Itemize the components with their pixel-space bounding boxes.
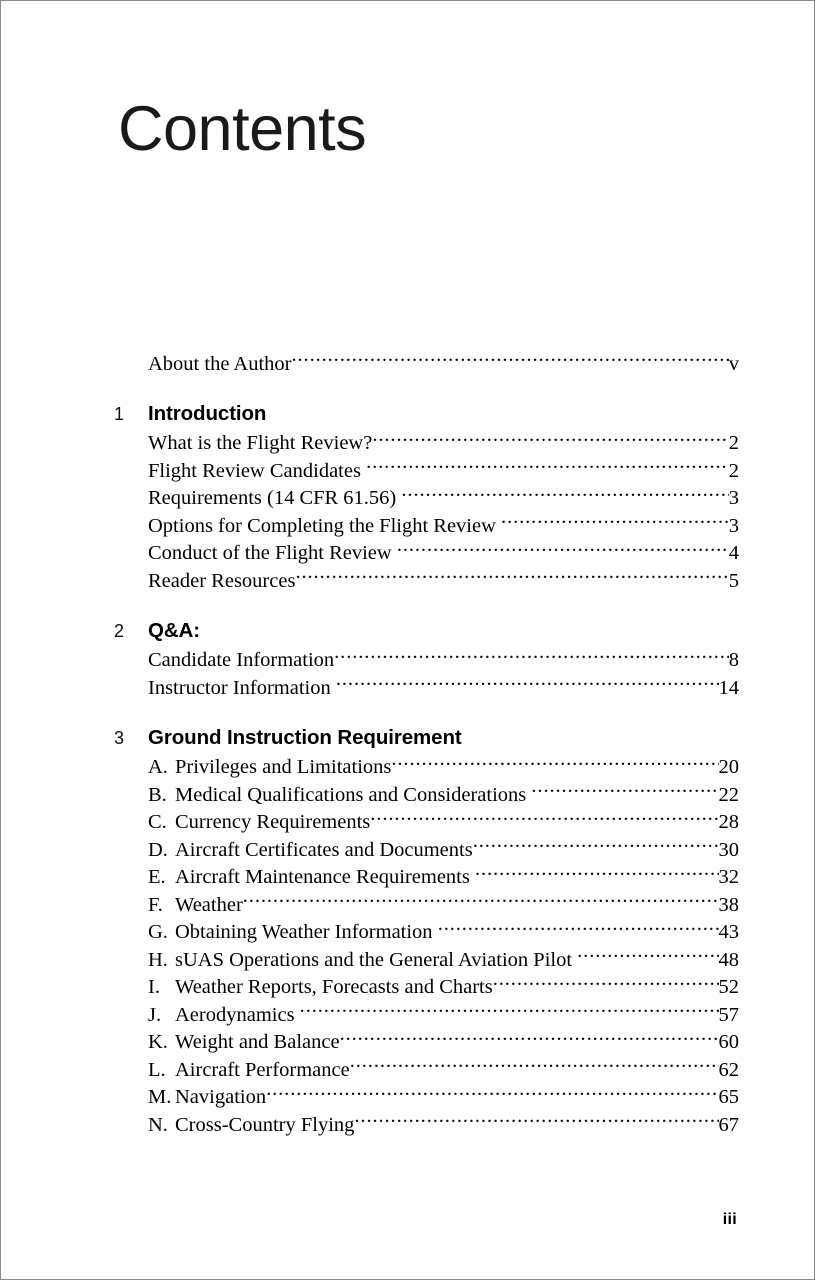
toc-entry-label: [114, 893, 243, 918]
section-spacer: [114, 594, 739, 616]
chapter-heading[interactable]: [114, 399, 739, 429]
dot-leader: [577, 945, 718, 966]
toc-entry-title: Aircraft Performance: [175, 1058, 350, 1081]
toc-entry-page-number: 5: [728, 569, 739, 592]
dot-leader: [397, 539, 729, 560]
toc-entry-label: [114, 648, 334, 673]
dot-leader: [366, 456, 729, 477]
dot-leader: [340, 1028, 719, 1049]
toc-entry-page-number: 57: [718, 1003, 739, 1026]
toc-entry[interactable]: [114, 1055, 739, 1083]
toc-entry-page-number: 38: [718, 893, 739, 916]
toc-entry[interactable]: [114, 646, 739, 674]
toc-entry-label: [114, 1003, 300, 1028]
toc-entry[interactable]: [114, 945, 739, 973]
dot-leader: [372, 429, 728, 450]
toc-entry-title: Instructor Information: [148, 676, 336, 699]
toc-entry[interactable]: [114, 1083, 739, 1111]
toc-entry-page-number: 28: [718, 811, 739, 833]
page-content-area: [114, 1, 739, 1280]
toc-entry-page-number: 65: [718, 1086, 739, 1108]
toc-entry[interactable]: [114, 1000, 739, 1028]
toc-entry-label: [114, 1058, 350, 1083]
toc-entry[interactable]: [114, 539, 739, 567]
toc-entry-title: Privileges and Limitations: [175, 756, 392, 778]
toc-entry-letter: M.: [148, 1086, 172, 1108]
toc-entry-label: [114, 431, 372, 456]
toc-entry-title: Cross-Country Flying: [175, 1113, 355, 1136]
toc-entry-letter: I.: [148, 976, 160, 998]
dot-leader: [401, 484, 728, 505]
chapter-title: Introduction: [148, 401, 267, 425]
toc-entry-title: Conduct of the Flight Review: [148, 542, 397, 564]
toc-entry-title: Navigation: [175, 1086, 267, 1108]
toc-entry-letter: L.: [148, 1058, 166, 1081]
toc-entry-title: Weather: [175, 893, 243, 916]
toc-entry[interactable]: [114, 456, 739, 484]
toc-entry-label: [114, 1113, 354, 1138]
toc-entry-label: [114, 459, 366, 484]
toc-entry-title: Requirements (14 CFR 61.56): [148, 487, 402, 509]
toc-entry-page-number: 8: [728, 649, 739, 671]
dot-leader: [531, 780, 718, 801]
toc-entry-letter: G.: [148, 921, 168, 943]
toc-entry[interactable]: [114, 511, 739, 539]
dot-leader: [300, 1000, 719, 1021]
toc-entry-page-number: 22: [718, 783, 739, 806]
toc-entry-label: [114, 755, 391, 780]
toc-entry-label: [114, 486, 401, 511]
chapter-heading[interactable]: [114, 616, 739, 646]
toc-entry[interactable]: [114, 863, 739, 891]
toc-entry-label: [114, 1030, 340, 1055]
chapter-number: 2: [114, 620, 125, 641]
toc-entry-page-number: 43: [718, 921, 739, 943]
toc-entry-title: sUAS Operations and the General Aviation Pilot: [175, 948, 578, 971]
dot-leader: [354, 1110, 718, 1131]
toc-entry-page-number: 4: [728, 542, 739, 564]
dot-leader: [493, 973, 719, 994]
page-number: iii: [722, 1211, 737, 1228]
toc-entry[interactable]: [114, 808, 739, 836]
dot-leader: [292, 349, 729, 370]
toc-entry-letter: D.: [148, 838, 168, 861]
toc-entry-title: Currency Requirements: [175, 811, 371, 833]
toc-entry-title: Aircraft Certificates and Documents: [175, 838, 473, 861]
toc-entry-letter: N.: [148, 1113, 168, 1136]
toc-entry-page-number: 48: [718, 948, 739, 971]
dot-leader: [501, 511, 729, 532]
chapter-title: Q&A:: [148, 618, 200, 642]
dot-leader: [350, 1055, 719, 1076]
chapter-number: 3: [114, 727, 125, 748]
dot-leader: [336, 673, 719, 694]
chapter-title: Ground Instruction Requirement: [148, 725, 462, 749]
toc-entry[interactable]: [114, 673, 739, 701]
toc-entry-page-number: 2: [728, 432, 739, 454]
toc-entry[interactable]: [114, 1110, 739, 1138]
toc-entry-page-number: 30: [718, 838, 739, 861]
toc-entry-title: About the Author: [148, 352, 292, 375]
chapter-number: 1: [114, 403, 125, 424]
dot-leader: [334, 646, 729, 667]
toc-entry[interactable]: [114, 429, 739, 457]
toc-entry-title: Medical Qualifications and Considerations: [175, 783, 532, 806]
dot-leader: [370, 808, 718, 829]
chapter-heading[interactable]: [114, 723, 739, 753]
toc-entry-title: What is the Flight Review?: [148, 432, 373, 454]
toc-entry[interactable]: [114, 753, 739, 781]
toc-entry-label: [114, 920, 438, 945]
toc-entry-title: Flight Review Candidates: [148, 459, 367, 482]
toc-entry-title: Candidate Information: [148, 649, 335, 671]
toc-entry-label: [114, 783, 531, 808]
toc-entry-title: Aircraft Maintenance Requirements: [175, 866, 475, 888]
toc-entry-letter: B.: [148, 783, 167, 806]
page-title: Contents: [118, 94, 367, 164]
toc-entry-letter: F.: [148, 893, 163, 916]
toc-entry-label: [114, 541, 397, 566]
dot-leader: [243, 890, 719, 911]
toc-entry[interactable]: [114, 1028, 739, 1056]
toc-entry-page-number: 62: [718, 1058, 739, 1081]
toc-entry-label: [114, 975, 493, 1000]
toc-entry[interactable]: [114, 918, 739, 946]
toc-entry-page-number: 3: [728, 514, 739, 537]
table-of-contents: [114, 349, 739, 1138]
toc-entry[interactable]: [114, 973, 739, 1001]
dot-leader: [391, 753, 718, 774]
toc-entry[interactable]: [114, 566, 739, 594]
toc-entry[interactable]: [114, 484, 739, 512]
toc-entry-title: Weather Reports, Forecasts and Charts: [175, 976, 493, 998]
toc-entry-label: [114, 676, 336, 701]
toc-entry-page-number: 32: [718, 866, 739, 888]
toc-entry[interactable]: [114, 835, 739, 863]
section-spacer: [114, 701, 739, 723]
dot-leader: [473, 835, 719, 856]
toc-entry[interactable]: [114, 890, 739, 918]
dot-leader: [438, 918, 719, 939]
toc-entry-title: Reader Resources: [148, 569, 296, 592]
dot-leader: [266, 1083, 718, 1104]
toc-entry-label: [114, 838, 473, 863]
section-spacer: [114, 377, 739, 399]
toc-entry-label: [114, 352, 292, 377]
toc-entry-letter: K.: [148, 1031, 168, 1053]
toc-entry-page-number: 14: [718, 676, 739, 699]
toc-entry-label: [114, 569, 295, 594]
toc-entry-letter: E.: [148, 866, 166, 888]
toc-entry-title: Options for Completing the Flight Review: [148, 514, 502, 537]
toc-entry-letter: C.: [148, 811, 167, 833]
toc-entry-title: Weight and Balance: [175, 1031, 340, 1053]
toc-entry-page-number: 67: [718, 1113, 739, 1136]
toc-entry-page-number: v: [728, 352, 739, 375]
toc-entry-label: [114, 1085, 266, 1110]
toc-entry[interactable]: [114, 780, 739, 808]
toc-entry-title: Aerodynamics: [175, 1003, 300, 1026]
toc-entry-page-number: 2: [728, 459, 739, 482]
toc-entry-page-number: 20: [718, 756, 739, 778]
toc-entry-page-number: 52: [718, 976, 739, 998]
dot-leader: [475, 863, 719, 884]
toc-entry-letter: J.: [148, 1003, 162, 1026]
toc-entry-label: [114, 810, 370, 835]
toc-entry-letter: A.: [148, 756, 168, 778]
dot-leader: [295, 566, 728, 587]
toc-entry-label: [114, 948, 577, 973]
toc-entry-page-number: 60: [718, 1031, 739, 1053]
toc-entry[interactable]: [114, 349, 739, 377]
toc-entry-page-number: 3: [728, 487, 739, 509]
toc-entry-label: [114, 514, 501, 539]
toc-entry-title: Obtaining Weather Information: [175, 921, 438, 943]
toc-entry-label: [114, 865, 475, 890]
toc-entry-letter: H.: [148, 948, 168, 971]
